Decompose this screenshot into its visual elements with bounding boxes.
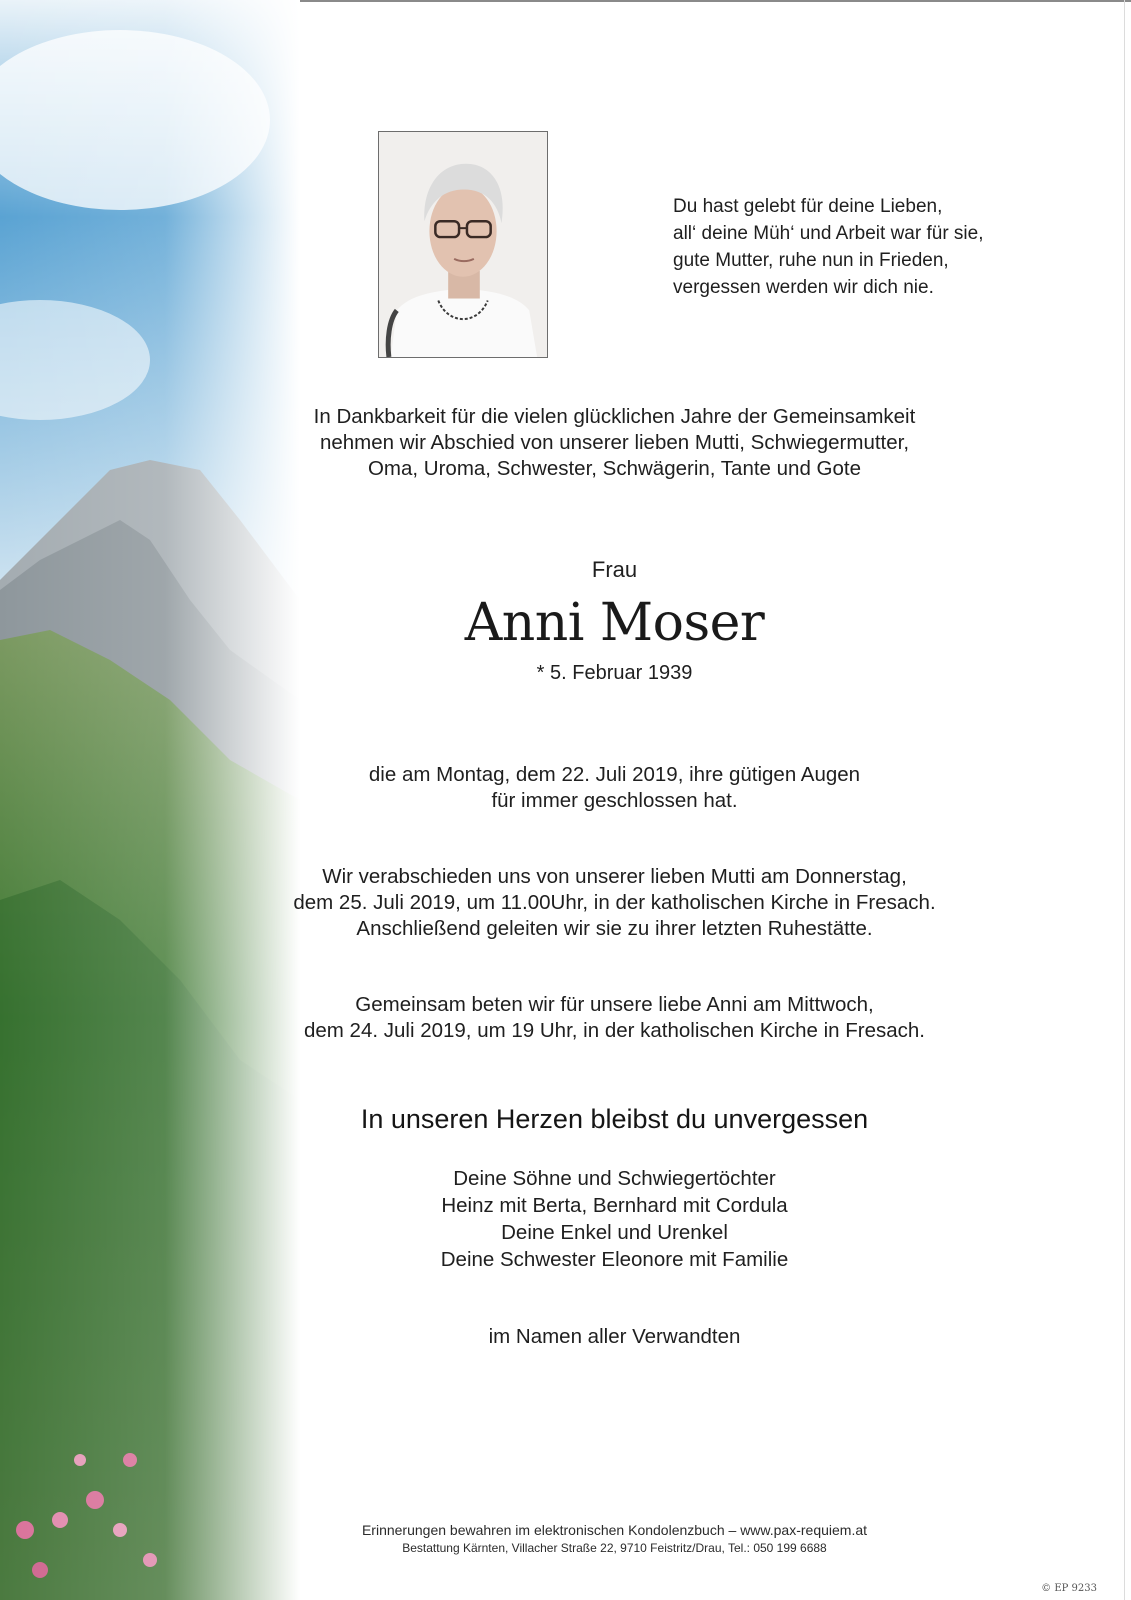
poem-line: all‘ deine Müh‘ und Arbeit war für sie,: [673, 223, 984, 244]
footer-address-line: Bestattung Kärnten, Villacher Straße 22, 9710 Feistritz/Drau, Tel.: 050 199 6688: [402, 1541, 827, 1555]
funeral-line: dem 25. Juli 2019, um 11.00Uhr, in der katholischen Kirche in Fresach.: [293, 891, 936, 914]
document-code: © EP 9233: [1041, 1583, 1097, 1594]
funeral-line: Wir verabschieden uns von unserer lieben Mutti am Donnerstag,: [322, 865, 907, 888]
deceased-name: Anni Moser: [464, 593, 765, 653]
mourner-line: Heinz mit Berta, Bernhard mit Cordula: [441, 1194, 788, 1217]
salutation: Frau: [591, 557, 638, 582]
memorial-motto: In unseren Herzen bleibst du unvergessen: [360, 1104, 869, 1134]
footer-condolence-line: Erinnerungen bewahren im elektronischen Kondolenzbuch – www.pax-requiem.at: [361, 1522, 868, 1538]
poem-line: Du hast gelebt für deine Lieben,: [673, 196, 943, 217]
mourner-line: Deine Schwester Eleonore mit Familie: [440, 1248, 789, 1271]
closing-line: im Namen aller Verwandten: [488, 1325, 741, 1348]
death-notice: [232, 762, 997, 814]
mourner-line: Deine Söhne und Schwiegertöchter: [453, 1167, 776, 1190]
funeral-line: Anschließend geleiten wir sie zu ihrer letzten Ruhestätte.: [356, 917, 873, 940]
prayer-line: Gemeinsam beten wir für unsere liebe Anni am Mittwoch,: [355, 993, 874, 1016]
intro-line: nehmen wir Abschied von unserer lieben Mutti, Schwiegermutter,: [319, 431, 910, 454]
poem-line: gute Mutter, ruhe nun in Frieden,: [673, 250, 949, 271]
footer-info: [232, 1521, 997, 1557]
intro-line: In Dankbarkeit für die vielen glücklichen Jahre der Gemeinsamkeit: [313, 405, 916, 428]
funeral-details: [232, 864, 997, 942]
death-line: für immer geschlossen hat.: [491, 789, 738, 812]
gratitude-intro: [232, 404, 997, 482]
mourner-line: Deine Enkel und Urenkel: [501, 1221, 728, 1244]
memorial-poem: [673, 193, 984, 301]
right-border: [1124, 0, 1125, 1600]
deceased-portrait-photo: [378, 131, 548, 358]
birth-date: * 5. Februar 1939: [536, 662, 693, 684]
poem-line: vergessen werden wir dich nie.: [673, 277, 934, 298]
prayer-details: [232, 992, 997, 1044]
death-line: die am Montag, dem 22. Juli 2019, ihre gütigen Augen: [368, 763, 861, 786]
mourners-list: [232, 1165, 997, 1273]
prayer-line: dem 24. Juli 2019, um 19 Uhr, in der katholischen Kirche in Fresach.: [303, 1019, 926, 1042]
intro-line: Oma, Uroma, Schwester, Schwägerin, Tante und Gote: [367, 457, 861, 480]
